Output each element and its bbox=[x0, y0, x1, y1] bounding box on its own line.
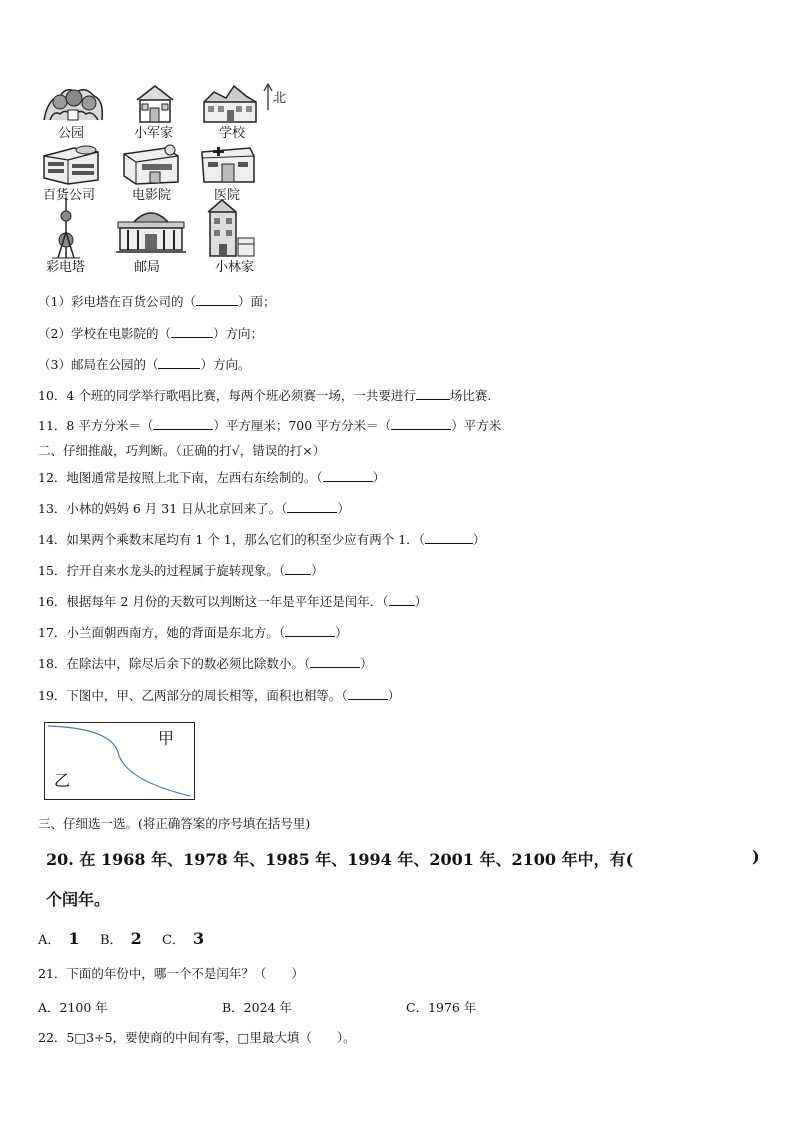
department-store-icon bbox=[40, 142, 102, 186]
question-16: 16．根据每年 2 月份的天数可以判断这一年是平年还是闰年．（ ） bbox=[38, 594, 428, 609]
park-icon bbox=[40, 84, 106, 126]
answer-blank[interactable] bbox=[287, 500, 337, 513]
place-label-tower: 彩电塔 bbox=[46, 260, 86, 275]
question-22: 22．5□3÷5，要使商的中间有零，□里最大填（ ）。 bbox=[38, 1030, 356, 1045]
question-19: 19．下图中，甲、乙两部分的周长相等，面积也相等。（ ） bbox=[38, 688, 401, 703]
answer-blank[interactable] bbox=[196, 293, 238, 306]
post-office-icon bbox=[114, 206, 188, 254]
apartment-icon bbox=[198, 198, 258, 258]
section-3-heading: 三、仔细选一选。(将正确答案的序号填在括号里) bbox=[38, 816, 311, 831]
answer-blank[interactable] bbox=[158, 356, 200, 369]
question-11: 11．8 平方分米＝（ ）平方厘米；700 平方分米＝（ ）平方米 bbox=[38, 418, 502, 433]
place-label-store: 百货公司 bbox=[43, 188, 96, 203]
place-label-xiaolin: 小林家 bbox=[215, 260, 255, 275]
question-10: 10．4 个班的同学举行歌唱比赛，每两个班必须赛一场，一共要进行 场比赛. bbox=[38, 388, 492, 403]
question-12: 12．地图通常是按照上北下南，左西右东绘制的。（ ） bbox=[38, 470, 386, 485]
answer-blank[interactable] bbox=[416, 387, 450, 400]
answer-blank[interactable] bbox=[171, 325, 213, 338]
question-20-paren-end: ) bbox=[752, 847, 760, 866]
school-icon bbox=[198, 82, 260, 126]
answer-blank[interactable] bbox=[285, 562, 311, 575]
option-c[interactable]: C． 3 bbox=[162, 929, 205, 948]
place-label-hospital: 医院 bbox=[214, 188, 241, 203]
section-2-heading: 二、仔细推敲，巧判断。（正确的打√，错误的打×） bbox=[38, 443, 326, 458]
question-20-line-2: 个闰年。 bbox=[46, 890, 111, 909]
answer-blank[interactable] bbox=[391, 417, 451, 430]
option-b[interactable]: B．2024 年 bbox=[222, 1000, 292, 1015]
q9-item-1: （1）彩电塔在百货公司的（ ）面； bbox=[38, 294, 276, 309]
answer-blank[interactable] bbox=[285, 624, 335, 637]
place-label-cinema: 电影院 bbox=[132, 188, 172, 203]
answer-blank[interactable] bbox=[348, 687, 388, 700]
option-a[interactable]: A． 1 bbox=[38, 929, 80, 948]
answer-blank[interactable] bbox=[153, 417, 213, 430]
north-label: 北 bbox=[273, 91, 287, 106]
cinema-icon bbox=[120, 142, 182, 186]
question-20-line-1: 20. 在 1968 年、1978 年、1985 年、1994 年、2001 年、2100 年中，有( bbox=[46, 850, 634, 869]
region-label-yi: 乙 bbox=[54, 771, 71, 790]
place-label-post: 邮局 bbox=[134, 260, 161, 275]
option-a[interactable]: A．2100 年 bbox=[38, 1000, 108, 1015]
q9-item-3: （3）邮局在公园的（ ）方向。 bbox=[38, 357, 251, 372]
place-label-xiaojun: 小军家 bbox=[134, 126, 174, 141]
option-b[interactable]: B． 2 bbox=[100, 929, 142, 948]
question-18: 18．在除法中，除尽后余下的数必须比除数小。（ ） bbox=[38, 656, 373, 671]
answer-blank[interactable] bbox=[323, 469, 373, 482]
region-label-jia: 甲 bbox=[158, 729, 175, 748]
house-icon bbox=[133, 82, 177, 126]
answer-blank[interactable] bbox=[310, 655, 360, 668]
question-15: 15．拧开自来水龙头的过程属于旋转现象。（ ） bbox=[38, 563, 324, 578]
answer-blank[interactable] bbox=[425, 531, 473, 544]
tv-tower-icon bbox=[48, 198, 84, 260]
question-21: 21．下面的年份中，哪一个不是闰年？（ ） bbox=[38, 966, 304, 981]
split-rectangle-figure bbox=[44, 722, 195, 800]
option-c[interactable]: C．1976 年 bbox=[406, 1000, 477, 1015]
question-17: 17．小兰面朝西南方，她的背面是东北方。（ ） bbox=[38, 625, 348, 640]
place-label-school: 学校 bbox=[219, 126, 246, 141]
hospital-icon bbox=[200, 142, 256, 184]
question-14: 14．如果两个乘数末尾均有 1 个 1，那么它们的积至少应有两个 1．（ ） bbox=[38, 532, 486, 547]
q9-item-2: （2）学校在电影院的（ ）方向； bbox=[38, 326, 263, 341]
question-13: 13．小林的妈妈 6 月 31 日从北京回来了。（ ） bbox=[38, 501, 350, 516]
answer-blank[interactable] bbox=[389, 593, 415, 606]
place-label-park: 公园 bbox=[58, 126, 85, 141]
